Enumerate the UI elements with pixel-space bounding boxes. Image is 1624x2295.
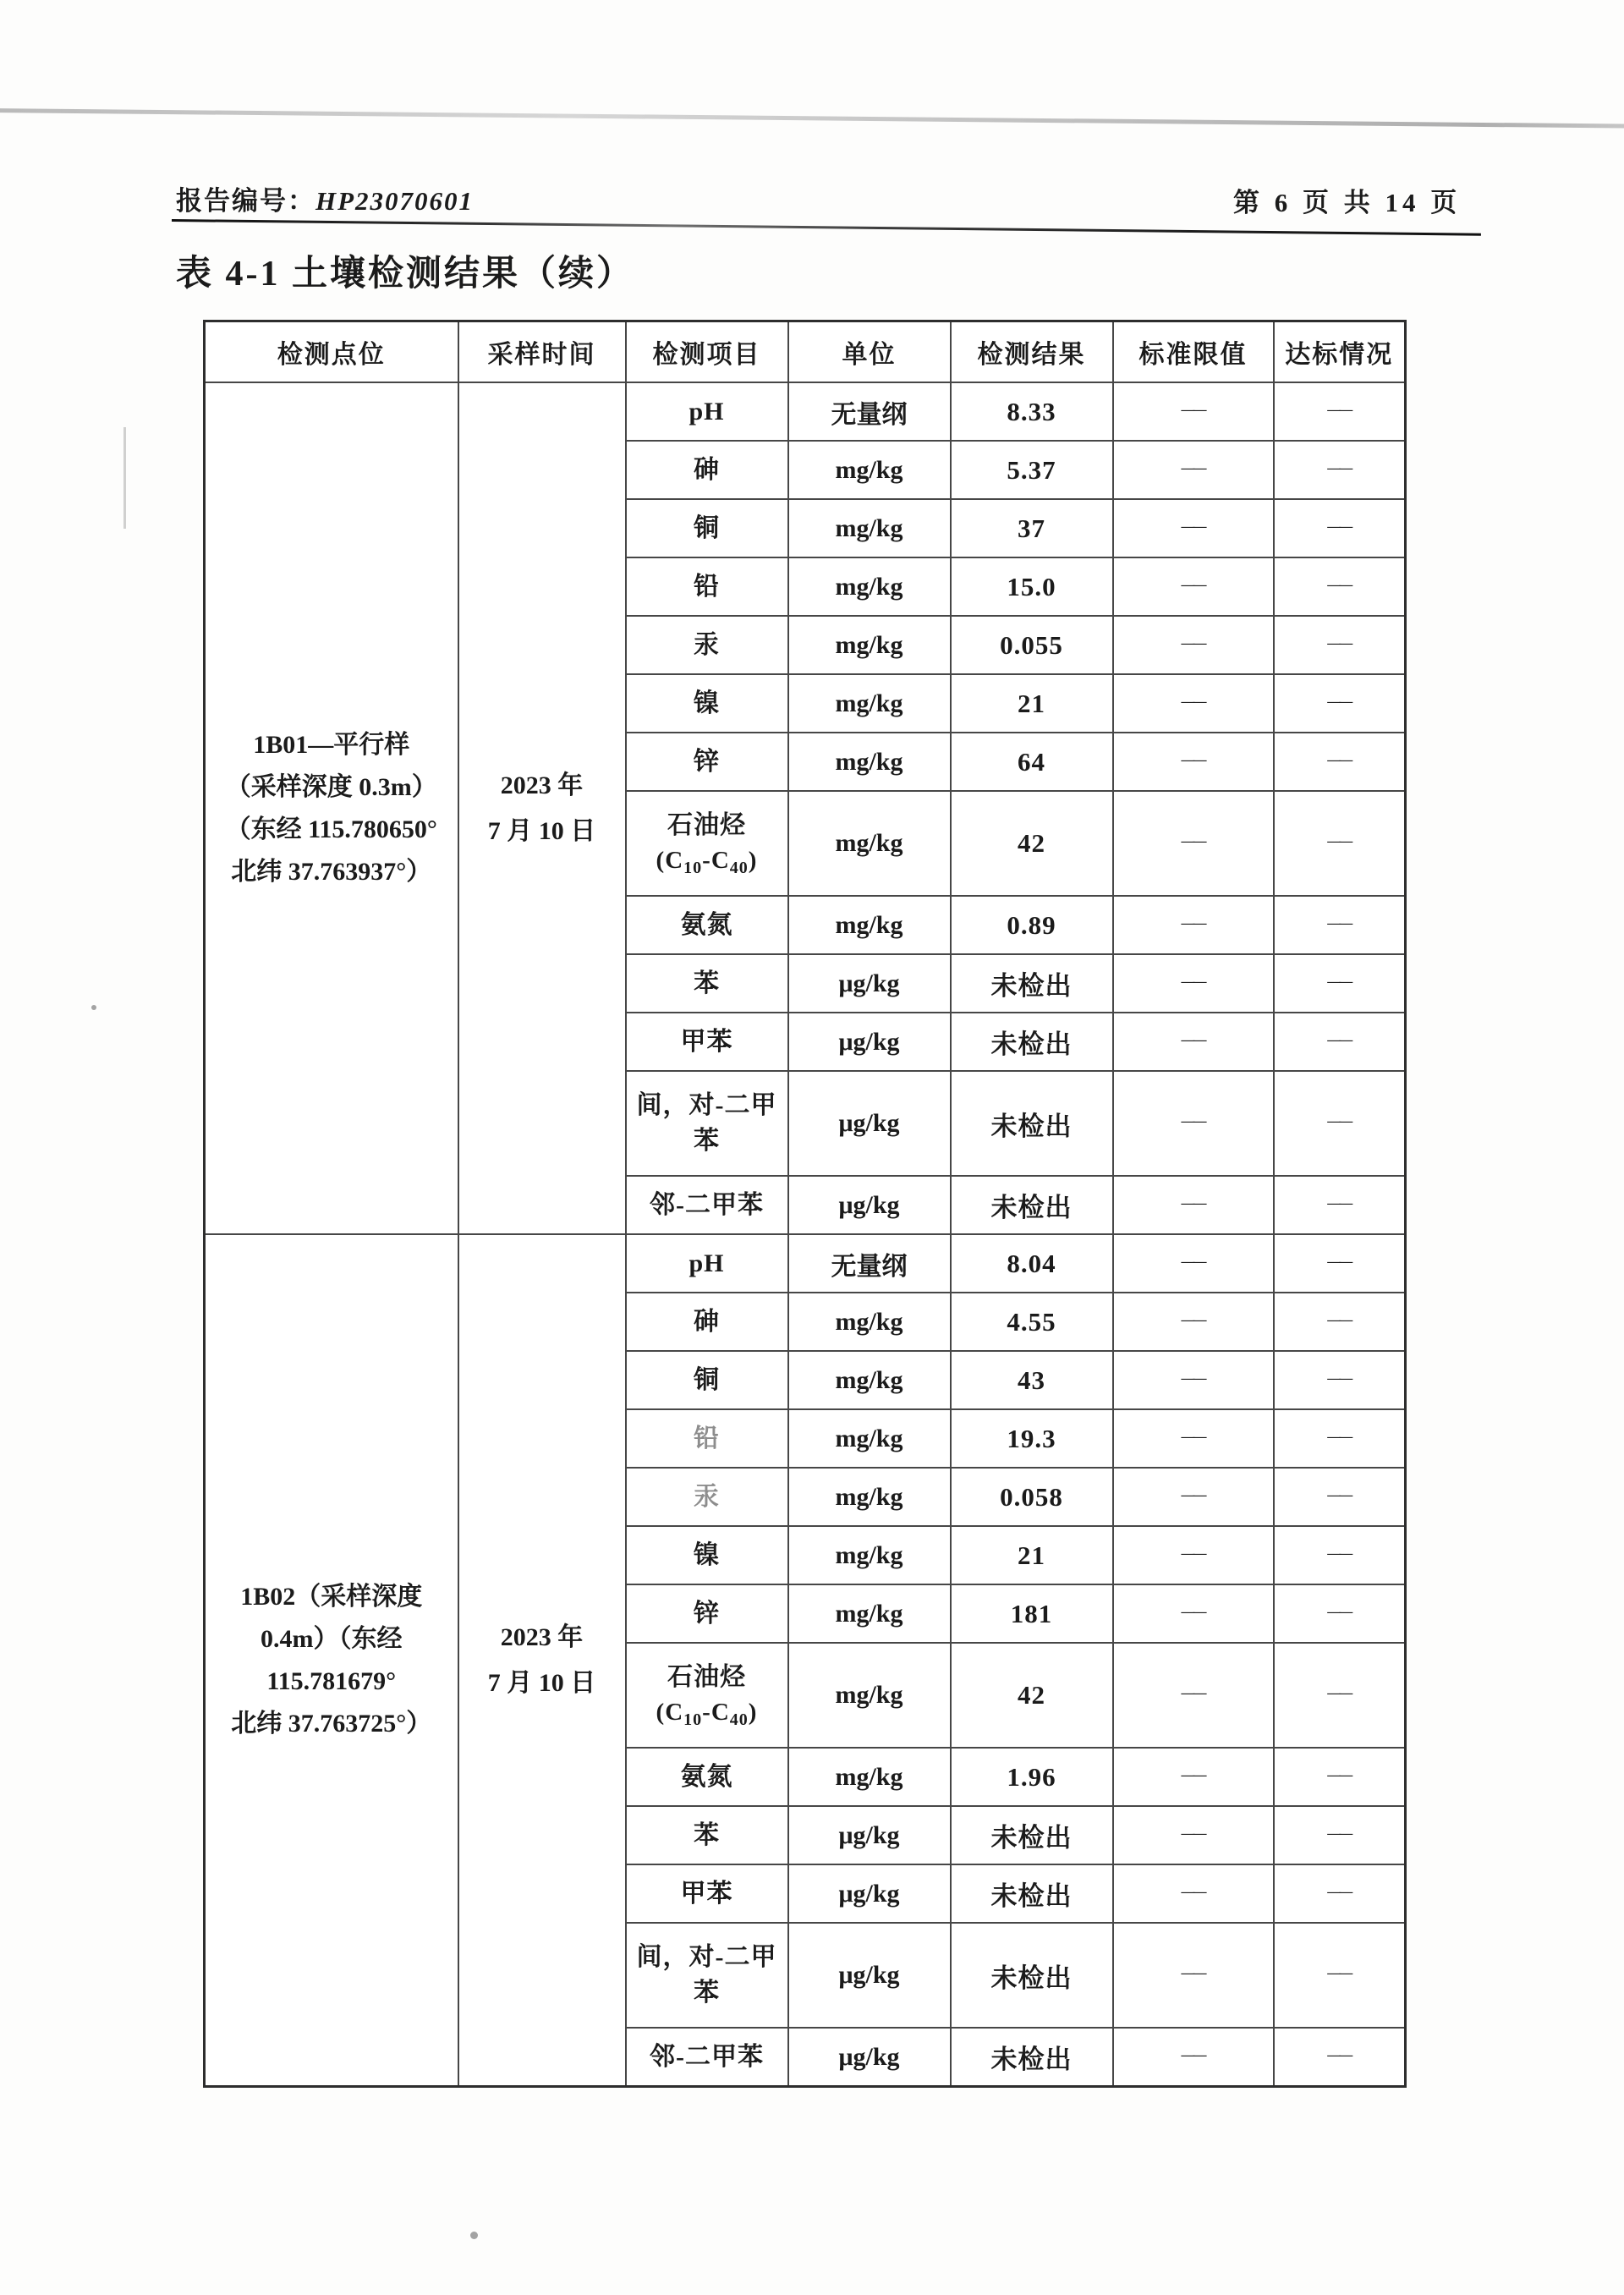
dash: ——	[1327, 1429, 1352, 1444]
location-cell	[205, 382, 458, 1234]
compliance-cell	[1274, 1013, 1406, 1071]
compliance-cell	[1274, 499, 1406, 557]
location-line: （东经 115.780650°	[225, 815, 437, 843]
compliance-cell	[1274, 1234, 1406, 1293]
report-number-header	[176, 179, 474, 217]
limit-cell	[1113, 557, 1274, 616]
limit-cell	[1113, 1013, 1274, 1071]
dash: ——	[1327, 635, 1352, 651]
item-cell	[626, 791, 788, 896]
table-row	[205, 382, 1406, 441]
unit-cell: mg/kg	[788, 1748, 951, 1806]
item-cell: 锌	[626, 1584, 788, 1643]
compliance-cell	[1274, 791, 1406, 896]
chem-formula	[627, 1695, 787, 1732]
limit-cell	[1113, 1293, 1274, 1351]
page-indicator: 第 6 页 共 14 页	[1233, 188, 1462, 217]
dash: ——	[1327, 1032, 1352, 1047]
header-col-item: 检测项目	[626, 321, 788, 383]
result-cell: 未检出	[951, 2028, 1113, 2087]
item-cell: 铜	[626, 1351, 788, 1409]
compliance-cell	[1274, 954, 1406, 1013]
result-cell: 19.3	[951, 1409, 1113, 1468]
header-col-limit: 标准限值	[1113, 321, 1274, 383]
unit-cell: μg/kg	[788, 2028, 951, 2087]
dash: ——	[1327, 834, 1352, 848]
unit-cell: μg/kg	[788, 1806, 951, 1864]
dash: ——	[1327, 694, 1352, 709]
compliance-cell	[1274, 1526, 1406, 1584]
limit-cell	[1113, 2028, 1274, 2087]
result-cell: 21	[951, 1526, 1113, 1584]
dash: ——	[1327, 460, 1352, 475]
dash: ——	[1181, 1826, 1205, 1841]
dash: ——	[1327, 1487, 1352, 1502]
limit-cell	[1113, 733, 1274, 791]
unit-cell: μg/kg	[788, 1071, 951, 1176]
item-cell: 氨氮	[626, 1748, 788, 1806]
dash: ——	[1327, 1195, 1352, 1211]
header-col-result: 检测结果	[951, 321, 1113, 383]
compliance-cell	[1274, 1071, 1406, 1176]
result-cell: 0.89	[951, 896, 1113, 954]
item-cell: 苯	[626, 1806, 788, 1864]
compliance-cell	[1274, 2028, 1406, 2087]
dash: ——	[1327, 1767, 1352, 1782]
results-table	[203, 320, 1407, 2088]
dash: ——	[1181, 1195, 1205, 1211]
limit-cell	[1113, 1351, 1274, 1409]
result-cell: 4.55	[951, 1293, 1113, 1351]
formula-part: -C	[702, 846, 730, 874]
dash: ——	[1181, 1370, 1205, 1386]
dash: ——	[1181, 2047, 1205, 2062]
item-cell: 汞	[626, 1468, 788, 1526]
unit-cell: mg/kg	[788, 1409, 951, 1468]
limit-cell	[1113, 616, 1274, 674]
compliance-cell	[1274, 896, 1406, 954]
result-cell: 未检出	[951, 1864, 1113, 1923]
compliance-cell	[1274, 674, 1406, 733]
limit-cell	[1113, 1864, 1274, 1923]
result-cell: 1.96	[951, 1748, 1113, 1806]
header-col-location: 检测点位	[205, 321, 458, 383]
compliance-cell	[1274, 1923, 1406, 2028]
location-line: 北纬 37.763725°）	[231, 1709, 432, 1738]
dash: ——	[1181, 1686, 1205, 1700]
dash: ——	[1181, 694, 1205, 709]
time-line: 7 月 10 日	[487, 1668, 596, 1697]
result-cell: 0.058	[951, 1468, 1113, 1526]
unit-cell: mg/kg	[788, 616, 951, 674]
limit-cell	[1113, 1584, 1274, 1643]
result-cell: 8.33	[951, 382, 1113, 441]
result-cell: 181	[951, 1584, 1113, 1643]
item-cell: 镍	[626, 674, 788, 733]
limit-cell	[1113, 1234, 1274, 1293]
dash: ——	[1327, 1254, 1352, 1269]
dash: ——	[1181, 1604, 1205, 1619]
dash: ——	[1327, 1826, 1352, 1841]
dash: ——	[1181, 1032, 1205, 1047]
dash: ——	[1181, 1767, 1205, 1782]
scan-speck	[91, 1005, 96, 1010]
unit-cell: mg/kg	[788, 441, 951, 499]
dash: ——	[1181, 752, 1205, 767]
unit-cell: mg/kg	[788, 1468, 951, 1526]
result-cell: 21	[951, 674, 1113, 733]
scan-speck	[470, 2232, 478, 2239]
limit-cell	[1113, 1806, 1274, 1864]
dash: ——	[1181, 834, 1205, 848]
result-cell: 未检出	[951, 1013, 1113, 1071]
limit-cell	[1113, 1526, 1274, 1584]
result-cell: 37	[951, 499, 1113, 557]
result-cell: 未检出	[951, 954, 1113, 1013]
formula-sub: 10	[683, 858, 703, 877]
unit-cell: μg/kg	[788, 1176, 951, 1234]
compliance-cell	[1274, 733, 1406, 791]
result-cell: 43	[951, 1351, 1113, 1409]
unit-cell: mg/kg	[788, 1584, 951, 1643]
unit-cell: mg/kg	[788, 1643, 951, 1748]
result-cell: 未检出	[951, 1806, 1113, 1864]
compliance-cell	[1274, 441, 1406, 499]
formula-sub: 40	[729, 1710, 749, 1729]
dash: ——	[1327, 1884, 1352, 1899]
dash: ——	[1327, 1604, 1352, 1619]
unit-cell: μg/kg	[788, 1864, 951, 1923]
header-col-compliance: 达标情况	[1274, 321, 1406, 383]
report-label: 报告编号：	[176, 186, 315, 216]
result-cell: 未检出	[951, 1071, 1113, 1176]
compliance-cell	[1274, 557, 1406, 616]
unit-cell: mg/kg	[788, 896, 951, 954]
dash: ——	[1327, 519, 1352, 534]
item-cell: 锌	[626, 733, 788, 791]
dash: ——	[1181, 1546, 1205, 1561]
result-cell: 0.055	[951, 616, 1113, 674]
dash: ——	[1327, 577, 1352, 592]
dash: ——	[1327, 2047, 1352, 2062]
unit-cell: mg/kg	[788, 733, 951, 791]
item-cell: 苯	[626, 954, 788, 1013]
dash: ——	[1327, 915, 1352, 931]
dash: ——	[1181, 460, 1205, 475]
formula-sub: 40	[729, 858, 749, 877]
time-line: 7 月 10 日	[487, 816, 596, 845]
limit-cell	[1113, 1176, 1274, 1234]
location-line: 115.781679°	[266, 1666, 397, 1695]
dash: ——	[1327, 402, 1352, 417]
item-cell: 砷	[626, 1293, 788, 1351]
time-line: 2023 年	[500, 771, 584, 799]
time-line: 2023 年	[500, 1622, 584, 1651]
limit-cell	[1113, 1468, 1274, 1526]
dash: ——	[1327, 1686, 1352, 1700]
dash: ——	[1181, 1114, 1205, 1128]
compliance-cell	[1274, 616, 1406, 674]
unit-cell: mg/kg	[788, 674, 951, 733]
result-cell: 5.37	[951, 441, 1113, 499]
unit-cell: μg/kg	[788, 1013, 951, 1071]
location-line: 1B01—平行样	[253, 730, 410, 759]
item-cell: 砷	[626, 441, 788, 499]
chem-formula	[627, 843, 787, 880]
unit-cell: 无量纲	[788, 382, 951, 441]
result-cell: 42	[951, 791, 1113, 896]
item-cell: pH	[626, 382, 788, 441]
limit-cell	[1113, 441, 1274, 499]
dash: ——	[1327, 1966, 1352, 1980]
item-cell: 邻-二甲苯	[626, 2028, 788, 2087]
dash: ——	[1181, 1966, 1205, 1980]
result-cell: 64	[951, 733, 1113, 791]
dash: ——	[1181, 577, 1205, 592]
item-cell: 铜	[626, 499, 788, 557]
compliance-cell	[1274, 382, 1406, 441]
unit-cell: 无量纲	[788, 1234, 951, 1293]
limit-cell	[1113, 896, 1274, 954]
dash: ——	[1181, 1254, 1205, 1269]
dash: ——	[1181, 974, 1205, 989]
limit-cell	[1113, 954, 1274, 1013]
limit-cell	[1113, 1071, 1274, 1176]
limit-cell	[1113, 1748, 1274, 1806]
dash: ——	[1327, 1312, 1352, 1327]
unit-cell: mg/kg	[788, 557, 951, 616]
compliance-cell	[1274, 1643, 1406, 1748]
dash: ——	[1181, 402, 1205, 417]
location-line: 北纬 37.763937°）	[231, 857, 432, 886]
item-cell: 镍	[626, 1526, 788, 1584]
item-cell: 甲苯	[626, 1013, 788, 1071]
scan-scratch	[123, 427, 126, 529]
limit-cell	[1113, 1643, 1274, 1748]
header-col-unit: 单位	[788, 321, 951, 383]
formula-part: (C	[656, 1698, 684, 1726]
dash: ——	[1327, 1370, 1352, 1386]
item-cell	[626, 1643, 788, 1748]
unit-cell: μg/kg	[788, 954, 951, 1013]
item-cell: pH	[626, 1234, 788, 1293]
compliance-cell	[1274, 1409, 1406, 1468]
header-col-time: 采样时间	[458, 321, 626, 383]
dash: ——	[1181, 1487, 1205, 1502]
item-cell: 邻-二甲苯	[626, 1176, 788, 1234]
dash: ——	[1181, 915, 1205, 931]
dash: ——	[1181, 635, 1205, 651]
unit-cell: mg/kg	[788, 1351, 951, 1409]
item-cell: 间，对-二甲苯	[626, 1071, 788, 1176]
unit-cell: mg/kg	[788, 791, 951, 896]
page-title: 表 4-1 土壤检测结果（续）	[176, 255, 634, 294]
dash: ——	[1327, 1114, 1352, 1128]
dash: ——	[1327, 752, 1352, 767]
limit-cell	[1113, 1409, 1274, 1468]
chem-name: 石油烃	[667, 1662, 746, 1691]
limit-cell	[1113, 674, 1274, 733]
location-line: （采样深度 0.3m）	[225, 772, 437, 801]
sampling-time-cell	[458, 382, 626, 1234]
limit-cell	[1113, 791, 1274, 896]
limit-cell	[1113, 1923, 1274, 2028]
item-cell: 铅	[626, 557, 788, 616]
sampling-time-cell	[458, 1234, 626, 2087]
item-cell: 氨氮	[626, 896, 788, 954]
formula-part: )	[748, 1698, 758, 1726]
unit-cell: mg/kg	[788, 1293, 951, 1351]
compliance-cell	[1274, 1351, 1406, 1409]
location-line: 1B02（采样深度	[240, 1582, 423, 1611]
result-cell: 42	[951, 1643, 1113, 1748]
compliance-cell	[1274, 1584, 1406, 1643]
result-cell: 未检出	[951, 1176, 1113, 1234]
dash: ——	[1181, 1429, 1205, 1444]
dash: ——	[1181, 1884, 1205, 1899]
formula-part: )	[748, 846, 758, 874]
result-cell: 未检出	[951, 1923, 1113, 2028]
compliance-cell	[1274, 1293, 1406, 1351]
formula-part: (C	[656, 846, 684, 874]
dash: ——	[1327, 974, 1352, 989]
dash: ——	[1181, 1312, 1205, 1327]
item-cell: 铅	[626, 1409, 788, 1468]
dash: ——	[1181, 519, 1205, 534]
unit-cell: μg/kg	[788, 1923, 951, 2028]
formula-sub: 10	[683, 1710, 703, 1729]
compliance-cell	[1274, 1468, 1406, 1526]
header-underline	[172, 219, 1481, 236]
table-row	[205, 1234, 1406, 1293]
formula-part: -C	[702, 1698, 730, 1726]
result-cell: 8.04	[951, 1234, 1113, 1293]
scan-top-edge-line	[0, 108, 1624, 129]
item-cell: 甲苯	[626, 1864, 788, 1923]
compliance-cell	[1274, 1748, 1406, 1806]
result-cell: 15.0	[951, 557, 1113, 616]
unit-cell: mg/kg	[788, 1526, 951, 1584]
compliance-cell	[1274, 1864, 1406, 1923]
item-cell: 间，对-二甲苯	[626, 1923, 788, 2028]
header-row	[205, 321, 1406, 383]
limit-cell	[1113, 499, 1274, 557]
compliance-cell	[1274, 1176, 1406, 1234]
dash: ——	[1327, 1546, 1352, 1561]
unit-cell: mg/kg	[788, 499, 951, 557]
location-line: 0.4m）（东经	[261, 1624, 403, 1653]
chem-name: 石油烃	[667, 810, 746, 839]
limit-cell	[1113, 382, 1274, 441]
item-cell: 汞	[626, 616, 788, 674]
location-cell	[205, 1234, 458, 2087]
report-number: HP23070601	[315, 186, 475, 216]
compliance-cell	[1274, 1806, 1406, 1864]
